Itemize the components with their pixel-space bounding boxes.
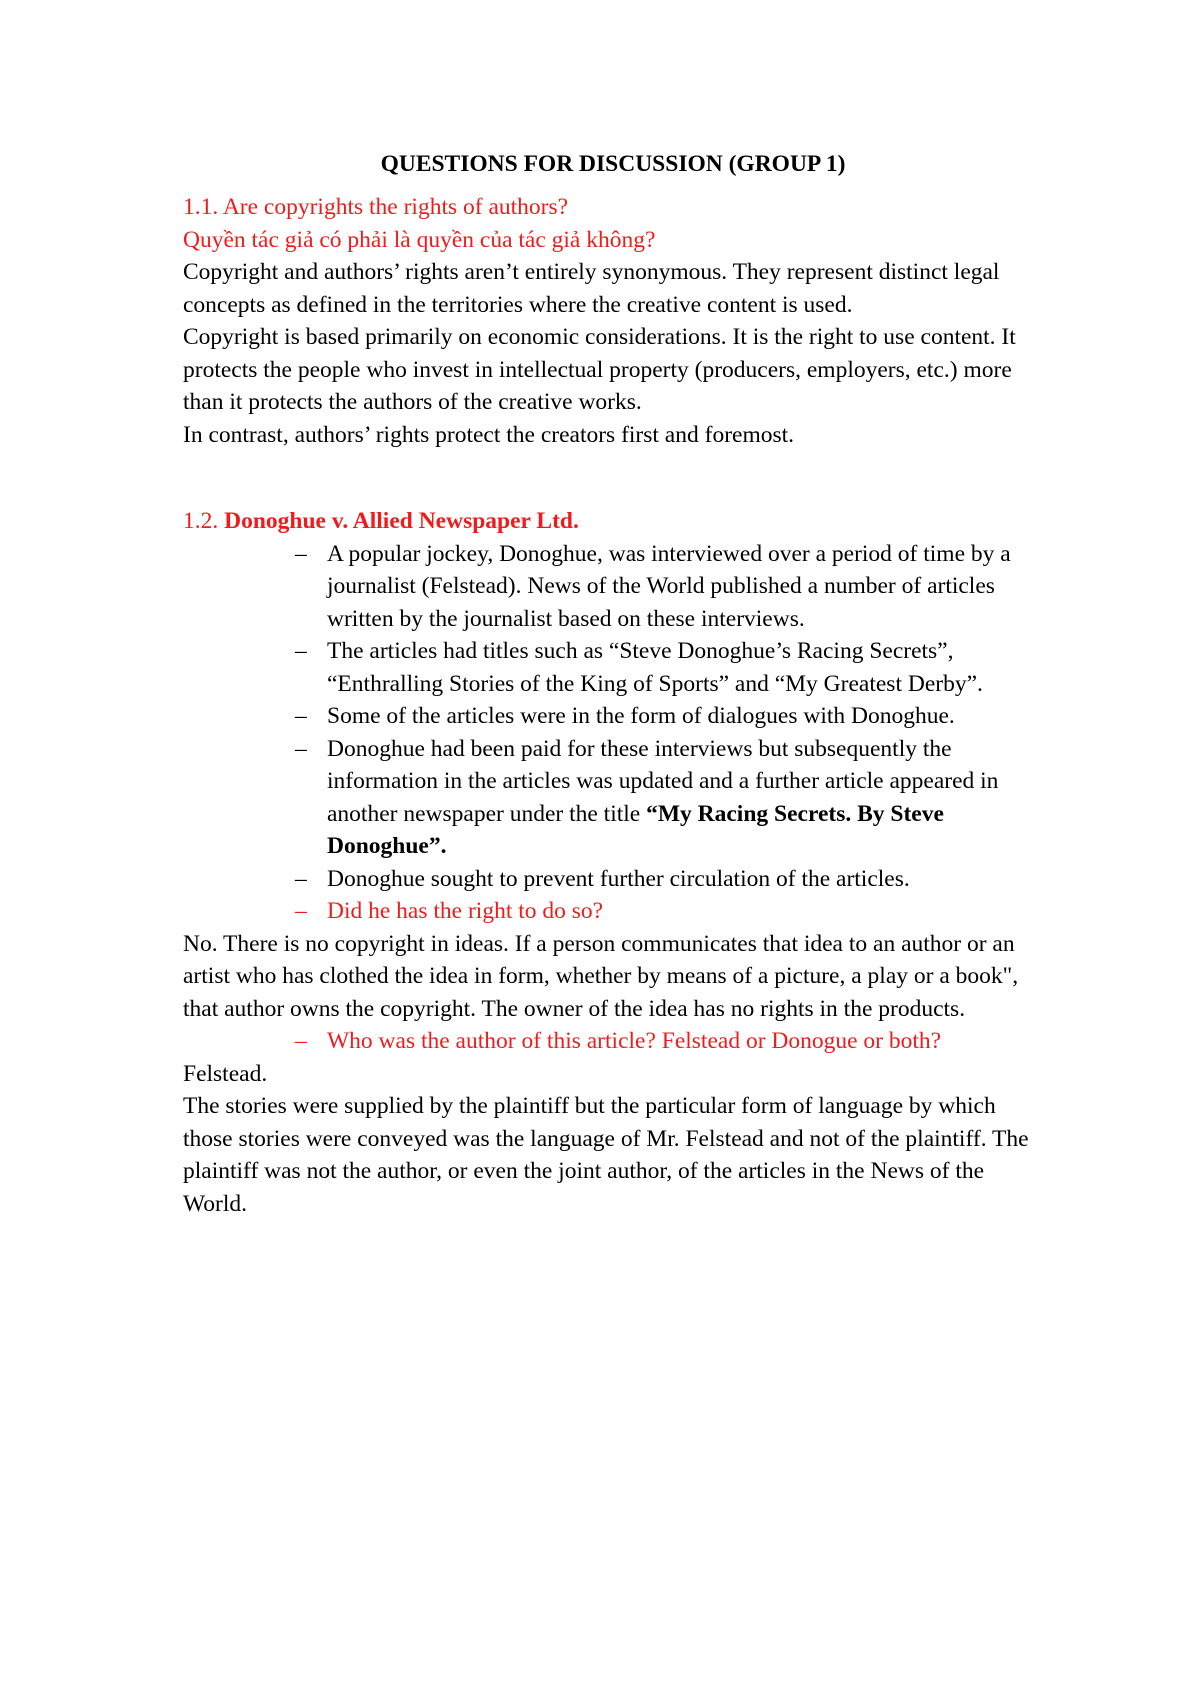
case-name: Donoghue v. Allied Newspaper Ltd. [224, 508, 579, 534]
answer-paragraph: No. There is no copyright in ideas. If a person communicates that idea to an author or an artist who has clothed the idea in form, whether by means of a picture, a play or a book", that author owns the copyright. The owner of the idea has no rights in the products. [183, 930, 1019, 1022]
document-page [183, 137, 1043, 1220]
list-item-text: Donoghue had been paid for these interviews but subsequently the information in the articles was updated and a further article appeared in another newspaper under the title [327, 735, 999, 827]
list-item [295, 635, 1043, 700]
question-text: Who was the author of this article? Felstead or Donogue or both? [327, 1028, 942, 1054]
list-item [295, 733, 1043, 863]
section-1-1 [183, 191, 1043, 451]
answer-short: Felstead. [183, 1060, 268, 1087]
list-item-text: Donoghue sought to prevent further circulation of the articles. [327, 865, 910, 892]
answer-paragraph: Copyright and authors’ rights aren’t entirely synonymous. They represent distinct legal concepts as defined in the territories where the creative content is used. [183, 259, 1000, 318]
case-heading [183, 505, 1043, 538]
answer-paragraph: Copyright is based primarily on economic considerations. It is the right to use content. It protects the people who invest in intellectual property (producers, employers, etc.) more than it protects the authors of the creative works. [183, 324, 1016, 415]
list-item [295, 700, 1043, 733]
question-item [295, 1025, 1043, 1058]
article-title: “My Racing Secrets. By Steve Donoghue”. [327, 800, 944, 859]
question-item [295, 895, 1043, 928]
question-list [183, 1025, 1043, 1058]
answer-paragraph: The stories were supplied by the plaintiff but the particular form of language by which those stories were conveyed was the language of Mr. Felstead and not of the plaintiff. The plaintiff was not the author, or even the joint author, of the articles in the News of the World. [183, 1093, 1029, 1217]
list-item [295, 863, 1043, 896]
dash-marker: – [295, 540, 307, 567]
case-facts-list [183, 538, 1043, 928]
dash-marker: – [295, 865, 307, 892]
dash-marker: – [295, 703, 307, 729]
question-heading: 1.1. Are copyrights the rights of authors? [183, 194, 569, 220]
document-title: QUESTIONS FOR DISCUSSION (GROUP 1) [380, 151, 846, 177]
dash-marker: – [295, 735, 307, 762]
dash-marker: – [295, 1028, 307, 1054]
answer-paragraph: In contrast, authors’ rights protect the creators first and foremost. [183, 421, 795, 448]
dash-marker: – [295, 898, 307, 924]
list-item-text: Some of the articles were in the form of dialogues with Donoghue. [327, 703, 955, 729]
list-item-text: The articles had titles such as “Steve Donoghue’s Racing Secrets”, “Enthralling Stories of the King of Sports” and “My Greatest Derby”. [327, 638, 983, 697]
list-item-text: A popular jockey, Donoghue, was interviewed over a period of time by a journalist (Felstead). News of the World published a number of articles written by the journalist based on these interviews. [327, 540, 1011, 632]
section-1-2 [183, 505, 1043, 1220]
dash-marker: – [295, 638, 307, 664]
list-item [295, 538, 1043, 636]
question-heading-vietnamese: Quyền tác giả có phải là quyền của tác giả không? [183, 226, 656, 253]
case-number: 1.2. [183, 508, 219, 534]
question-text: Did he has the right to do so? [327, 898, 604, 924]
